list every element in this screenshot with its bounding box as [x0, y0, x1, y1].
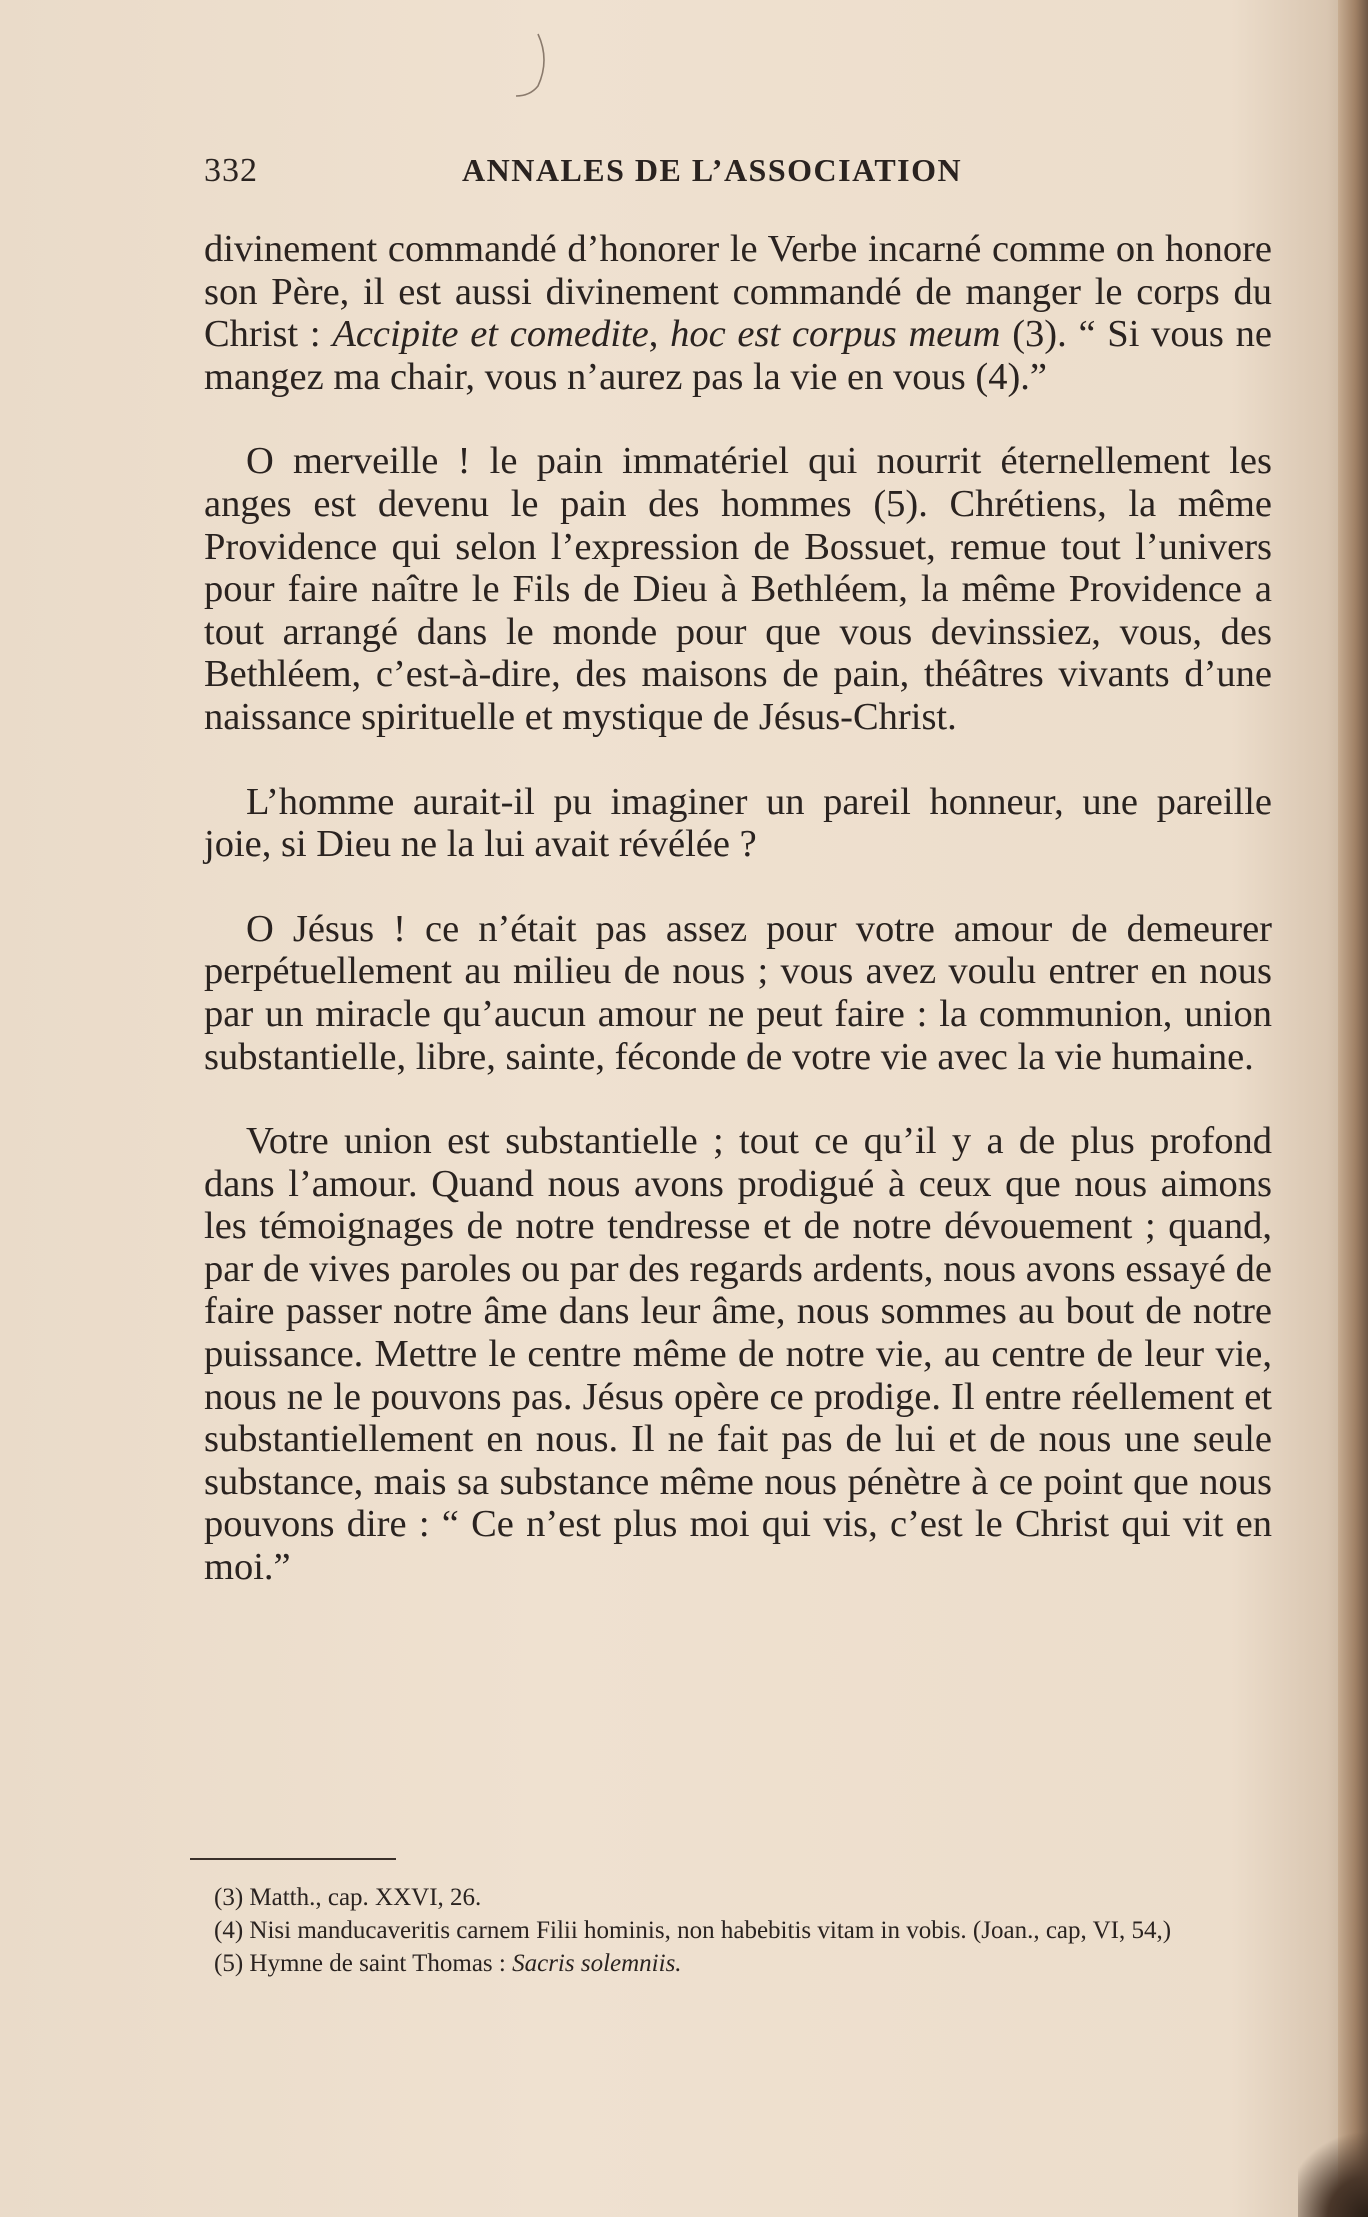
footnote-text: (5) Hymne de saint Thomas : — [214, 1950, 513, 1977]
pencil-mark — [508, 30, 548, 100]
latin-quote: hoc est corpus meum — [670, 313, 1001, 356]
body-text — [204, 228, 1272, 1589]
paragraph: O merveille ! le pain immatériel qui nourrit éternellement les anges est devenu le pain des hommes (5). Chrétiens, la même Providence qui selon l’expression de Bossuet, remue tout l’univers pour faire naître le Fils de Dieu à Bethléem, la même Providence a tout arrangé dans le monde pour que vous devinssiez, vous, des Bethléem, c’est-à-dire, des maisons de pain, théâtres vivants d’une naissance spirituelle et mystique de Jésus-Christ. — [204, 440, 1272, 738]
paragraph-text: (3). “ Si vous ne mangez ma chair, vous n’aurez pas la vie en vous (4).” — [204, 313, 1272, 398]
footnote — [190, 1948, 1262, 1979]
page-number: 332 — [204, 152, 258, 189]
paragraph-text: , — [648, 313, 671, 356]
paragraph: Votre union est substantielle ; tout ce qu’il y a de plus profond dans l’amour. Quand nous avons prodigué à ceux que nous aimons les témoignages de notre tendresse et de notre dévouement ; quand, par de vives paroles ou par des regards ardents, nous avons essayé de faire passer notre âme dans leur âme, nous sommes au bout de notre puissance. Mettre le centre même de notre vie, au centre de leur vie, nous ne le pouvons pas. Jésus opère ce prodige. Il entre réellement et substantiellement en nous. Il ne fait pas de lui et de nous une seule substance, mais sa substance même nous pénètre à ce point que nous pouvons dire : “ Ce n’est plus moi qui vis, c’est le Christ qui vit en moi.” — [204, 1120, 1272, 1589]
footnote: (3) Matth., cap. XXVI, 26. — [214, 1884, 482, 1911]
running-head: ANNALES DE L’ASSOCIATION — [462, 152, 963, 188]
paragraph-continued — [204, 228, 1272, 398]
footnote-italic: Sacris solemniis. — [512, 1950, 682, 1977]
corner-shadow — [1298, 2127, 1368, 2217]
paragraph: O Jésus ! ce n’était pas assez pour votre amour de demeurer perpétuellement au milieu de nous ; vous avez voulu entrer en nous par un miracle qu’aucun amour ne peut faire : la communion, union substantielle, libre, sainte, féconde de votre vie avec la vie humaine. — [204, 907, 1272, 1078]
footnote-divider — [190, 1858, 396, 1860]
footnote: (4) Nisi manducaveritis carnem Filii hominis, non habebitis vitam in vobis. (Joan., cap, VI, 54,) — [214, 1917, 1172, 1944]
latin-quote: Accipite et comedite — [332, 313, 649, 356]
footnotes — [190, 1882, 1262, 1979]
paragraph: L’homme aurait-il pu imaginer un pareil honneur, une pareille joie, si Dieu ne la lui avait révélée ? — [204, 780, 1272, 866]
paragraph-text: divinement commandé d’honorer le Verbe incarné comme on honore son Père, il est aussi divinement commandé de manger le corps du Christ : — [204, 228, 1272, 356]
page-edge-shadow — [1338, 0, 1368, 2217]
page-header — [204, 152, 1264, 196]
